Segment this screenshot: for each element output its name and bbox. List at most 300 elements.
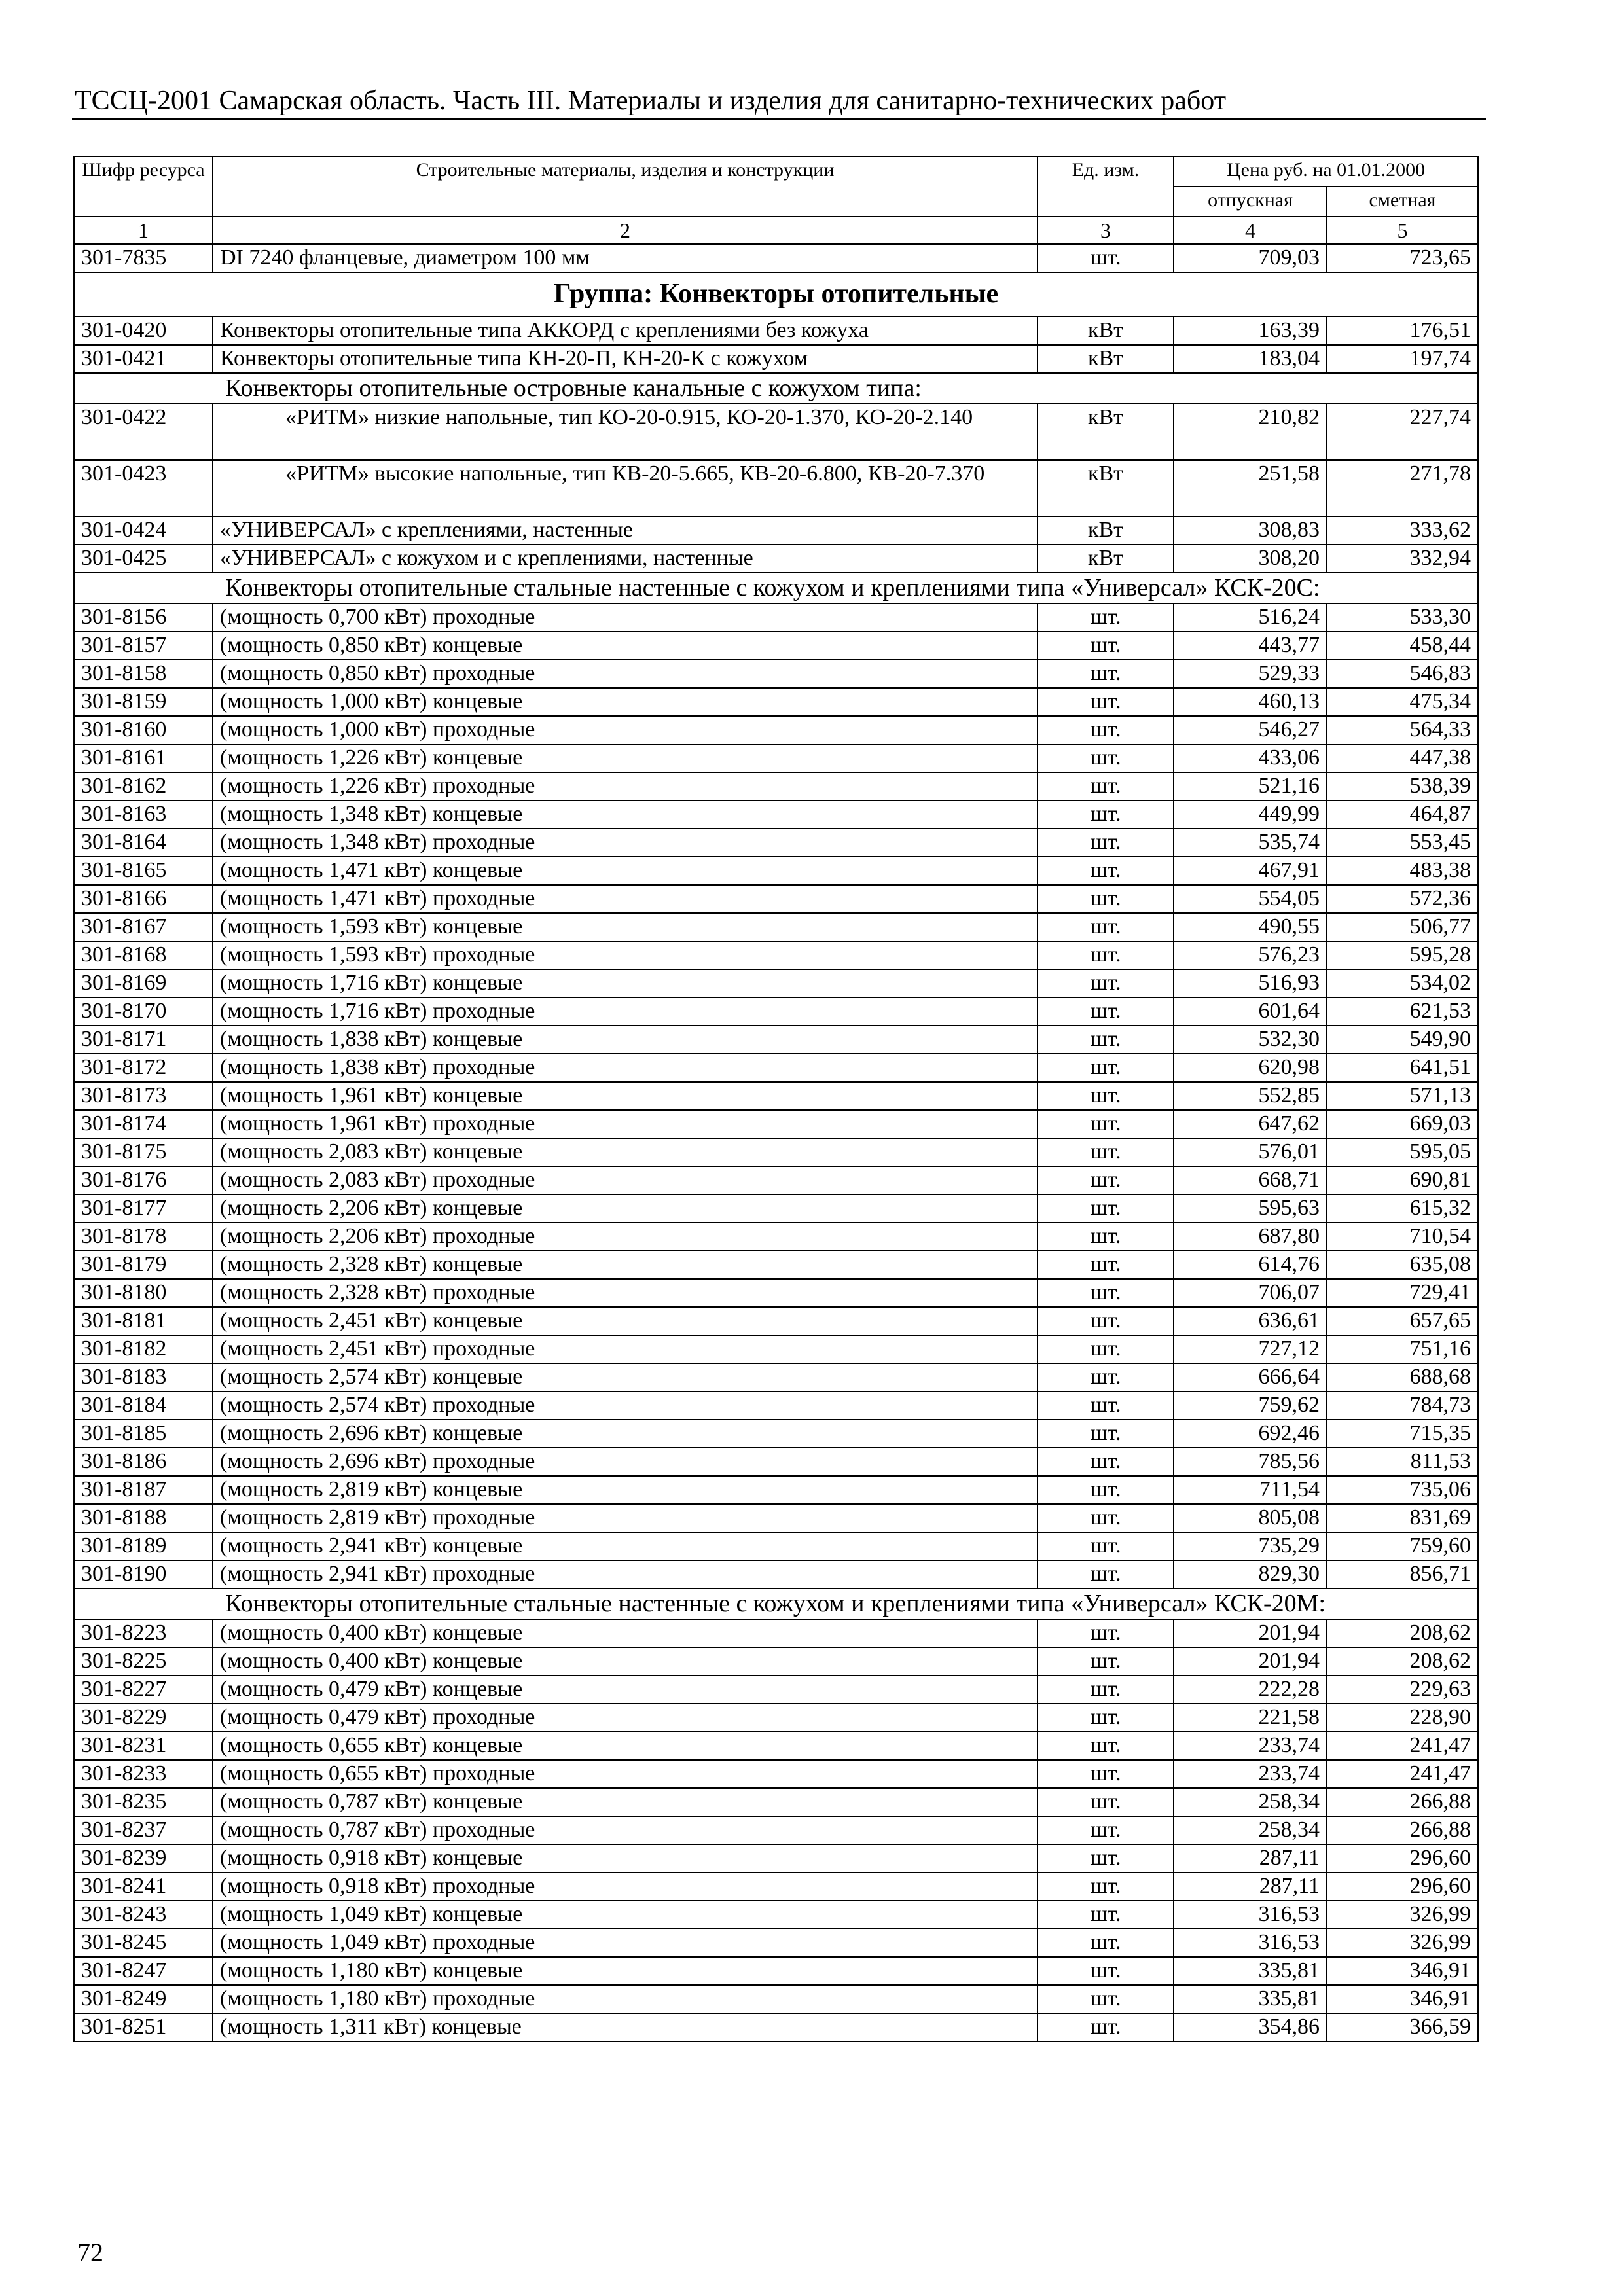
table-row	[74, 1279, 1478, 1307]
release-price: 163,39	[1174, 317, 1327, 345]
unit-of-measure: шт.	[1038, 1560, 1174, 1588]
resource-code: 301-8181	[74, 1307, 213, 1335]
resource-code: 301-8163	[74, 800, 213, 829]
table-row	[74, 1026, 1478, 1054]
unit-of-measure: шт.	[1038, 1476, 1174, 1504]
estimate-price: 621,53	[1327, 997, 1478, 1026]
resource-code: 301-8164	[74, 829, 213, 857]
release-price: 287,11	[1174, 1844, 1327, 1873]
estimate-price: 227,74	[1327, 404, 1478, 460]
resource-code: 301-8167	[74, 913, 213, 941]
unit-of-measure: шт.	[1038, 744, 1174, 772]
table-row	[74, 1476, 1478, 1504]
material-name: (мощность 1,000 кВт) проходные	[213, 716, 1038, 744]
resource-code: 301-8183	[74, 1363, 213, 1391]
group-title-row	[74, 272, 1478, 317]
resource-code: 301-0423	[74, 460, 213, 516]
material-name: (мощность 0,787 кВт) проходные	[213, 1816, 1038, 1844]
resource-code: 301-8158	[74, 660, 213, 688]
estimate-price: 751,16	[1327, 1335, 1478, 1363]
release-price: 335,81	[1174, 1985, 1327, 2013]
resource-code: 301-8185	[74, 1420, 213, 1448]
table-row	[74, 1532, 1478, 1560]
material-name: (мощность 1,961 кВт) концевые	[213, 1082, 1038, 1110]
unit-of-measure: шт.	[1038, 1619, 1174, 1647]
release-price: 287,11	[1174, 1873, 1327, 1901]
table-row	[74, 1704, 1478, 1732]
material-name: (мощность 2,451 кВт) концевые	[213, 1307, 1038, 1335]
table-row	[74, 2013, 1478, 2041]
table-row	[74, 632, 1478, 660]
estimate-price: 811,53	[1327, 1448, 1478, 1476]
release-price: 576,01	[1174, 1138, 1327, 1166]
release-price: 449,99	[1174, 800, 1327, 829]
estimate-price: 208,62	[1327, 1647, 1478, 1676]
unit-of-measure: кВт	[1038, 545, 1174, 573]
unit-of-measure: шт.	[1038, 1054, 1174, 1082]
material-name: (мощность 0,850 кВт) концевые	[213, 632, 1038, 660]
release-price: 460,13	[1174, 688, 1327, 716]
release-price: 521,16	[1174, 772, 1327, 800]
estimate-price: 564,33	[1327, 716, 1478, 744]
unit-of-measure: кВт	[1038, 317, 1174, 345]
material-name: Конвекторы отопительные типа КН-20-П, КН-20-К с кожухом	[213, 345, 1038, 373]
resource-code: 301-8190	[74, 1560, 213, 1588]
resource-code: 301-8169	[74, 969, 213, 997]
estimate-price: 533,30	[1327, 603, 1478, 632]
column-number: 5	[1327, 217, 1478, 244]
material-name: Конвекторы отопительные типа АККОРД с креплениями без кожуха	[213, 317, 1038, 345]
table-row	[74, 1363, 1478, 1391]
subgroup-title: Конвекторы отопительные стальные настенные с кожухом и креплениями типа «Универсал» КСК-20М:	[74, 1588, 1478, 1619]
estimate-price: 197,74	[1327, 345, 1478, 373]
subgroup-row	[74, 573, 1478, 603]
unit-of-measure: шт.	[1038, 1110, 1174, 1138]
estimate-price: 271,78	[1327, 460, 1478, 516]
estimate-price: 241,47	[1327, 1732, 1478, 1760]
unit-of-measure: кВт	[1038, 345, 1174, 373]
unit-of-measure: шт.	[1038, 1420, 1174, 1448]
table-row	[74, 1391, 1478, 1420]
table-row	[74, 1448, 1478, 1476]
table-row	[74, 716, 1478, 744]
release-price: 692,46	[1174, 1420, 1327, 1448]
unit-of-measure: шт.	[1038, 603, 1174, 632]
table-row	[74, 1504, 1478, 1532]
material-name: (мощность 1,838 кВт) проходные	[213, 1054, 1038, 1082]
material-name: (мощность 1,838 кВт) концевые	[213, 1026, 1038, 1054]
table-row	[74, 1560, 1478, 1588]
material-name: (мощность 1,049 кВт) концевые	[213, 1901, 1038, 1929]
unit-of-measure: шт.	[1038, 1448, 1174, 1476]
resource-code: 301-8231	[74, 1732, 213, 1760]
unit-of-measure: шт.	[1038, 1166, 1174, 1194]
resource-code: 301-8157	[74, 632, 213, 660]
resource-code: 301-8173	[74, 1082, 213, 1110]
resource-code: 301-8159	[74, 688, 213, 716]
unit-of-measure: шт.	[1038, 1901, 1174, 1929]
material-name: (мощность 1,000 кВт) концевые	[213, 688, 1038, 716]
release-price: 687,80	[1174, 1223, 1327, 1251]
estimate-price: 690,81	[1327, 1166, 1478, 1194]
release-price: 554,05	[1174, 885, 1327, 913]
table-row	[74, 800, 1478, 829]
material-name: (мощность 1,593 кВт) концевые	[213, 913, 1038, 941]
column-number: 4	[1174, 217, 1327, 244]
material-name: «РИТМ» низкие напольные, тип КО-20-0.915, КО-20-1.370, КО-20-2.140	[213, 404, 1038, 460]
resource-code: 301-8186	[74, 1448, 213, 1476]
column-header-code: Шифр ресурса	[74, 156, 213, 217]
release-price: 443,77	[1174, 632, 1327, 660]
estimate-price: 458,44	[1327, 632, 1478, 660]
table-row	[74, 1082, 1478, 1110]
resource-code: 301-8235	[74, 1788, 213, 1816]
unit-of-measure: шт.	[1038, 913, 1174, 941]
resource-code: 301-8233	[74, 1760, 213, 1788]
material-name: (мощность 1,348 кВт) проходные	[213, 829, 1038, 857]
material-name: (мощность 0,850 кВт) проходные	[213, 660, 1038, 688]
table-row	[74, 1110, 1478, 1138]
unit-of-measure: шт.	[1038, 1647, 1174, 1676]
estimate-price: 208,62	[1327, 1619, 1478, 1647]
material-name: (мощность 2,819 кВт) проходные	[213, 1504, 1038, 1532]
unit-of-measure: кВт	[1038, 460, 1174, 516]
resource-code: 301-8247	[74, 1957, 213, 1985]
unit-of-measure: кВт	[1038, 516, 1174, 545]
material-name: (мощность 2,696 кВт) концевые	[213, 1420, 1038, 1448]
table-row	[74, 244, 1478, 272]
estimate-price: 483,38	[1327, 857, 1478, 885]
release-price: 735,29	[1174, 1532, 1327, 1560]
release-price: 552,85	[1174, 1082, 1327, 1110]
estimate-price: 595,05	[1327, 1138, 1478, 1166]
unit-of-measure: шт.	[1038, 969, 1174, 997]
release-price: 785,56	[1174, 1448, 1327, 1476]
material-name: (мощность 0,787 кВт) концевые	[213, 1788, 1038, 1816]
release-price: 576,23	[1174, 941, 1327, 969]
release-price: 711,54	[1174, 1476, 1327, 1504]
unit-of-measure: шт.	[1038, 1391, 1174, 1420]
material-name: (мощность 2,451 кВт) проходные	[213, 1335, 1038, 1363]
column-header-release-price: отпускная	[1174, 187, 1327, 217]
table-row	[74, 1251, 1478, 1279]
unit-of-measure: шт.	[1038, 1760, 1174, 1788]
material-name: (мощность 0,918 кВт) концевые	[213, 1844, 1038, 1873]
column-header-unit: Ед. изм.	[1038, 156, 1174, 217]
resource-code: 301-8251	[74, 2013, 213, 2041]
header-rule	[72, 118, 1486, 120]
unit-of-measure: шт.	[1038, 1363, 1174, 1391]
material-name: (мощность 0,655 кВт) концевые	[213, 1732, 1038, 1760]
estimate-price: 475,34	[1327, 688, 1478, 716]
estimate-price: 759,60	[1327, 1532, 1478, 1560]
resource-code: 301-8179	[74, 1251, 213, 1279]
resource-code: 301-8227	[74, 1676, 213, 1704]
release-price: 805,08	[1174, 1504, 1327, 1532]
release-price: 532,30	[1174, 1026, 1327, 1054]
estimate-price: 332,94	[1327, 545, 1478, 573]
estimate-price: 572,36	[1327, 885, 1478, 913]
table-row	[74, 744, 1478, 772]
unit-of-measure: шт.	[1038, 1223, 1174, 1251]
estimate-price: 346,91	[1327, 1957, 1478, 1985]
resource-code: 301-8161	[74, 744, 213, 772]
group-title: Группа: Конвекторы отопительные	[74, 272, 1478, 317]
material-name: (мощность 0,700 кВт) проходные	[213, 603, 1038, 632]
material-name: (мощность 0,400 кВт) концевые	[213, 1619, 1038, 1647]
table-row	[74, 345, 1478, 373]
table-row	[74, 1647, 1478, 1676]
unit-of-measure: шт.	[1038, 800, 1174, 829]
material-name: (мощность 1,593 кВт) проходные	[213, 941, 1038, 969]
estimate-price: 229,63	[1327, 1676, 1478, 1704]
material-name: (мощность 0,479 кВт) концевые	[213, 1676, 1038, 1704]
material-name: (мощность 1,348 кВт) концевые	[213, 800, 1038, 829]
table-row	[74, 1957, 1478, 1985]
release-price: 233,74	[1174, 1732, 1327, 1760]
resource-code: 301-8180	[74, 1279, 213, 1307]
table-row	[74, 1194, 1478, 1223]
resource-code: 301-8237	[74, 1816, 213, 1844]
release-price: 467,91	[1174, 857, 1327, 885]
resource-code: 301-8165	[74, 857, 213, 885]
material-name: (мощность 2,819 кВт) концевые	[213, 1476, 1038, 1504]
release-price: 354,86	[1174, 2013, 1327, 2041]
estimate-price: 366,59	[1327, 2013, 1478, 2041]
table-row	[74, 460, 1478, 516]
resource-code: 301-8223	[74, 1619, 213, 1647]
estimate-price: 710,54	[1327, 1223, 1478, 1251]
unit-of-measure: шт.	[1038, 885, 1174, 913]
release-price: 535,74	[1174, 829, 1327, 857]
release-price: 668,71	[1174, 1166, 1327, 1194]
unit-of-measure: шт.	[1038, 1532, 1174, 1560]
table-row	[74, 1929, 1478, 1957]
estimate-price: 715,35	[1327, 1420, 1478, 1448]
material-name: (мощность 2,206 кВт) проходные	[213, 1223, 1038, 1251]
release-price: 529,33	[1174, 660, 1327, 688]
release-price: 335,81	[1174, 1957, 1327, 1985]
estimate-price: 571,13	[1327, 1082, 1478, 1110]
release-price: 221,58	[1174, 1704, 1327, 1732]
material-name: (мощность 2,083 кВт) концевые	[213, 1138, 1038, 1166]
table-row	[74, 1788, 1478, 1816]
resource-code: 301-8172	[74, 1054, 213, 1082]
unit-of-measure: шт.	[1038, 1138, 1174, 1166]
material-name: (мощность 0,918 кВт) проходные	[213, 1873, 1038, 1901]
estimate-price: 635,08	[1327, 1251, 1478, 1279]
material-name: (мощность 2,574 кВт) концевые	[213, 1363, 1038, 1391]
release-price: 727,12	[1174, 1335, 1327, 1363]
table-row	[74, 1223, 1478, 1251]
unit-of-measure: шт.	[1038, 857, 1174, 885]
unit-of-measure: шт.	[1038, 1844, 1174, 1873]
estimate-price: 553,45	[1327, 829, 1478, 857]
material-name: (мощность 2,083 кВт) проходные	[213, 1166, 1038, 1194]
subgroup-title: Конвекторы отопительные стальные настенные с кожухом и креплениями типа «Универсал» КСК-20С:	[74, 573, 1478, 603]
unit-of-measure: шт.	[1038, 688, 1174, 716]
unit-of-measure: шт.	[1038, 1279, 1174, 1307]
table-row	[74, 1873, 1478, 1901]
resource-code: 301-8170	[74, 997, 213, 1026]
material-name: (мощность 1,716 кВт) проходные	[213, 997, 1038, 1026]
table-row	[74, 404, 1478, 460]
column-header-name: Строительные материалы, изделия и конструкции	[213, 156, 1038, 217]
material-name: (мощность 1,311 кВт) концевые	[213, 2013, 1038, 2041]
column-number: 3	[1038, 217, 1174, 244]
release-price: 308,20	[1174, 545, 1327, 573]
unit-of-measure: шт.	[1038, 1307, 1174, 1335]
resource-code: 301-8162	[74, 772, 213, 800]
table-row	[74, 1619, 1478, 1647]
release-price: 258,34	[1174, 1816, 1327, 1844]
table-row	[74, 1901, 1478, 1929]
estimate-price: 657,65	[1327, 1307, 1478, 1335]
material-name: (мощность 1,049 кВт) проходные	[213, 1929, 1038, 1957]
subgroup-row	[74, 373, 1478, 404]
resource-code: 301-8178	[74, 1223, 213, 1251]
subgroup-title: Конвекторы отопительные островные канальные с кожухом типа:	[74, 373, 1478, 404]
estimate-price: 538,39	[1327, 772, 1478, 800]
table-row	[74, 772, 1478, 800]
table-row	[74, 1420, 1478, 1448]
release-price: 666,64	[1174, 1363, 1327, 1391]
table-row	[74, 857, 1478, 885]
table-row	[74, 941, 1478, 969]
material-name: (мощность 1,961 кВт) проходные	[213, 1110, 1038, 1138]
release-price: 516,24	[1174, 603, 1327, 632]
table-body	[74, 244, 1478, 2041]
unit-of-measure: шт.	[1038, 1873, 1174, 1901]
material-name: (мощность 1,180 кВт) концевые	[213, 1957, 1038, 1985]
resource-code: 301-8184	[74, 1391, 213, 1420]
resource-code: 301-8160	[74, 716, 213, 744]
unit-of-measure: шт.	[1038, 2013, 1174, 2041]
release-price: 316,53	[1174, 1901, 1327, 1929]
unit-of-measure: шт.	[1038, 716, 1174, 744]
page-number: 72	[77, 2238, 103, 2267]
resource-code: 301-8168	[74, 941, 213, 969]
unit-of-measure: шт.	[1038, 1082, 1174, 1110]
estimate-price: 723,65	[1327, 244, 1478, 272]
table-row	[74, 913, 1478, 941]
release-price: 308,83	[1174, 516, 1327, 545]
estimate-price: 266,88	[1327, 1788, 1478, 1816]
release-price: 316,53	[1174, 1929, 1327, 1957]
unit-of-measure: шт.	[1038, 1816, 1174, 1844]
estimate-price: 534,02	[1327, 969, 1478, 997]
column-header-estimate-price: сметная	[1327, 187, 1478, 217]
subgroup-row	[74, 1588, 1478, 1619]
table-row	[74, 1166, 1478, 1194]
table-row	[74, 1732, 1478, 1760]
estimate-price: 546,83	[1327, 660, 1478, 688]
page-header: ТССЦ-2001 Самарская область. Часть III. Материалы и изделия для санитарно-технических работ	[75, 86, 1227, 116]
table-row	[74, 829, 1478, 857]
unit-of-measure: шт.	[1038, 941, 1174, 969]
material-name: «УНИВЕРСАЛ» с кожухом и с креплениями, настенные	[213, 545, 1038, 573]
estimate-price: 506,77	[1327, 913, 1478, 941]
table-row	[74, 885, 1478, 913]
resource-code: 301-8239	[74, 1844, 213, 1873]
estimate-price: 346,91	[1327, 1985, 1478, 2013]
material-name: (мощность 0,479 кВт) проходные	[213, 1704, 1038, 1732]
resource-code: 301-8175	[74, 1138, 213, 1166]
unit-of-measure: шт.	[1038, 829, 1174, 857]
release-price: 210,82	[1174, 404, 1327, 460]
resource-code: 301-8171	[74, 1026, 213, 1054]
material-name: (мощность 2,574 кВт) проходные	[213, 1391, 1038, 1420]
price-table	[73, 156, 1479, 2042]
release-price: 829,30	[1174, 1560, 1327, 1588]
unit-of-measure: шт.	[1038, 997, 1174, 1026]
table-row	[74, 1844, 1478, 1873]
table-row	[74, 969, 1478, 997]
table-row	[74, 1138, 1478, 1166]
table-row	[74, 603, 1478, 632]
release-price: 759,62	[1174, 1391, 1327, 1420]
unit-of-measure: шт.	[1038, 660, 1174, 688]
resource-code: 301-7835	[74, 244, 213, 272]
resource-code: 301-8229	[74, 1704, 213, 1732]
material-name: «УНИВЕРСАЛ» с креплениями, настенные	[213, 516, 1038, 545]
table-row	[74, 660, 1478, 688]
resource-code: 301-8225	[74, 1647, 213, 1676]
estimate-price: 266,88	[1327, 1816, 1478, 1844]
estimate-price: 447,38	[1327, 744, 1478, 772]
release-price: 258,34	[1174, 1788, 1327, 1816]
resource-code: 301-8188	[74, 1504, 213, 1532]
unit-of-measure: шт.	[1038, 1335, 1174, 1363]
material-name: (мощность 0,400 кВт) концевые	[213, 1647, 1038, 1676]
resource-code: 301-0424	[74, 516, 213, 545]
estimate-price: 464,87	[1327, 800, 1478, 829]
resource-code: 301-8166	[74, 885, 213, 913]
estimate-price: 784,73	[1327, 1391, 1478, 1420]
table-row	[74, 1985, 1478, 2013]
estimate-price: 729,41	[1327, 1279, 1478, 1307]
material-name: (мощность 1,180 кВт) проходные	[213, 1985, 1038, 2013]
unit-of-measure: шт.	[1038, 1732, 1174, 1760]
unit-of-measure: шт.	[1038, 1788, 1174, 1816]
resource-code: 301-0421	[74, 345, 213, 373]
unit-of-measure: шт.	[1038, 1504, 1174, 1532]
estimate-price: 296,60	[1327, 1844, 1478, 1873]
unit-of-measure: кВт	[1038, 404, 1174, 460]
estimate-price: 615,32	[1327, 1194, 1478, 1223]
resource-code: 301-8177	[74, 1194, 213, 1223]
material-name: DI 7240 фланцевые, диаметром 100 мм	[213, 244, 1038, 272]
unit-of-measure: шт.	[1038, 1929, 1174, 1957]
unit-of-measure: шт.	[1038, 1957, 1174, 1985]
unit-of-measure: шт.	[1038, 1251, 1174, 1279]
estimate-price: 241,47	[1327, 1760, 1478, 1788]
estimate-price: 831,69	[1327, 1504, 1478, 1532]
resource-code: 301-8241	[74, 1873, 213, 1901]
estimate-price: 333,62	[1327, 516, 1478, 545]
release-price: 201,94	[1174, 1647, 1327, 1676]
release-price: 433,06	[1174, 744, 1327, 772]
table-row	[74, 1054, 1478, 1082]
release-price: 620,98	[1174, 1054, 1327, 1082]
release-price: 614,76	[1174, 1251, 1327, 1279]
column-number: 2	[213, 217, 1038, 244]
material-name: (мощность 2,328 кВт) проходные	[213, 1279, 1038, 1307]
unit-of-measure: шт.	[1038, 632, 1174, 660]
resource-code: 301-0422	[74, 404, 213, 460]
release-price: 647,62	[1174, 1110, 1327, 1138]
estimate-price: 669,03	[1327, 1110, 1478, 1138]
